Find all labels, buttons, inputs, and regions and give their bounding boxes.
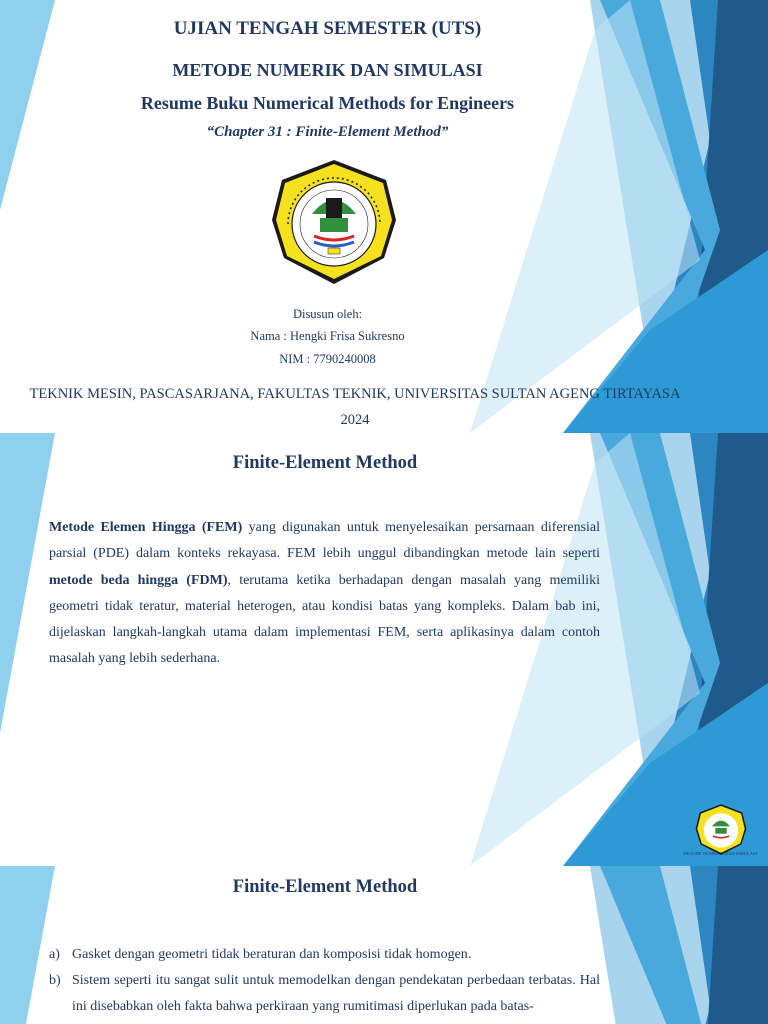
section-title: Finite-Element Method [232,453,418,473]
footer-logo [694,803,748,857]
prepared-by-label: Disusun oleh: [292,307,363,321]
section-title: Finite-Element Method [232,877,418,897]
list-marker: b) [49,973,61,988]
university-logo [268,158,400,288]
list-marker: a) [49,947,60,962]
fem-term: Metode Elemen Hingga (FEM) [49,520,243,535]
fdm-term: metode beda hingga (FDM) [49,572,228,588]
intro-paragraph [49,515,600,673]
footer-caption: METODE NUMERIK DAN SIMULASI [682,851,758,856]
chapter-title: “Chapter 31 : Finite-Element Method” [206,124,449,140]
course-title: METODE NUMERIK DAN SIMULASI [172,60,483,80]
detail-slide [0,866,768,1024]
detail-list [49,942,600,1020]
title-slide [0,0,768,433]
student-nim: NIM : 7790240008 [279,352,376,366]
resume-title: Resume Buku Numerical Methods for Engineers [140,93,515,113]
list-text: Gasket dengan geometri tidak beraturan dan komposisi tidak homogen. [72,947,472,962]
year: 2024 [340,412,370,428]
student-name: Nama : Hengki Frisa Sukresno [250,329,405,343]
intro-slide [0,433,768,866]
exam-title: UJIAN TENGAH SEMESTER (UTS) [173,18,482,39]
para-text-1: yang digunakan untuk menyelesaikan persamaan diferensial parsial (PDE) dalam konteks rekayasa. FEM lebih unggul dibandingkan metode lain seperti [49,520,601,562]
institution-line: TEKNIK MESIN, PASCASARJANA, FAKULTAS TEKNIK, UNIVERSITAS SULTAN AGENG TIRTAYASA [29,386,681,402]
list-item [49,968,600,1020]
list-item [49,942,600,968]
para-text-2: , terutama ketika berhadapan dengan masalah yang memiliki geometri tidak teratur, material heterogen, atau kondisi batas yang kompleks. Dalam bab ini, dijelaskan langkah-langkah utama dalam implementasi FEM, serta aplikasinya dalam contoh masalah yang lebih sederhana. [49,572,600,667]
list-text: Sistem seperti itu sangat sulit untuk memodelkan dengan pendekatan perbedaan terbatas. Hal ini disebabkan oleh fakta bahwa perkiraan yang rumitimasi diperlukan pada batas- [72,973,600,1014]
